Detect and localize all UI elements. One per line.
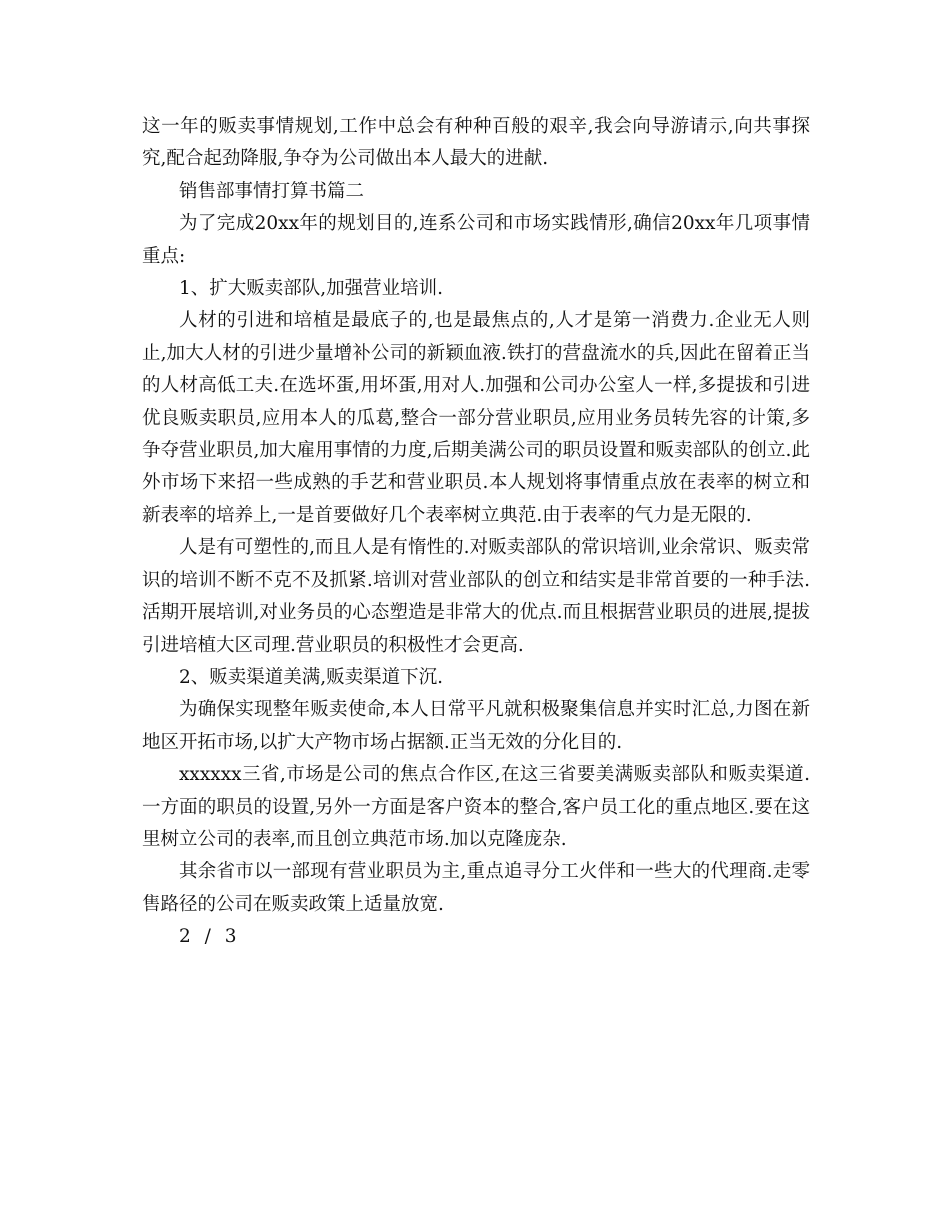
paragraph-intro: 为了完成20xx年的规划目的,连系公司和市场实践情形,确信20xx年几项事情重点:	[142, 213, 810, 267]
list-item-heading-1: 1、扩大贩卖部队,加强营业培训.	[179, 278, 444, 300]
paragraph-other-provinces: 其余省市以一部现有营业职员为主,重点追寻分工火伴和一些大的代理商.走零售路径的公司在贩卖政策上适量放宽.	[142, 861, 810, 915]
list-item-heading-2: 2、贩卖渠道美满,贩卖渠道下沉.	[179, 666, 444, 688]
paragraph-sales-target: 为确保实现整年贩卖使命,本人日常平凡就积极聚集信息并实时汇总,力图在新地区开拓市场,以扩大产物市场占据额.正当无效的分化目的.	[142, 699, 810, 753]
section-heading: 销售部事情打算书篇二	[179, 180, 365, 202]
document-body	[142, 111, 810, 954]
paragraph-training: 人是有可塑性的,而且人是有惰性的.对贩卖部队的常识培训,业余常识、贩卖常识的培训不断不克不及抓紧.培训对营业部队的创立和结实是非常首要的一种手法.活期开展培训,对业务员的心态塑造是非常大的优点.而且根据营业职员的进展,提拔引进培植大区司理.营业职员的积极性才会更高.	[142, 537, 810, 656]
page-number: 2 / 3	[179, 926, 241, 948]
paragraph-continuation: 这一年的贩卖事情规划,工作中总会有种种百般的艰辛,我会向导游请示,向共事探究,配合起劲降服,争夺为公司做出本人最大的进献.	[142, 116, 810, 170]
paragraph-talent: 人材的引进和培植是最底子的,也是最焦点的,人才是第一消费力.企业无人则止,加大人材的引进少量增补公司的新颖血液.铁打的营盘流水的兵,因此在留着正当的人材高低工夫.在选坏蛋,用坏蛋,用对人.加强和公司办公室人一样,多提拔和引进优良贩卖职员,应用本人的瓜葛,整合一部分营业职员,应用业务员转先容的计策,多争夺营业职员,加大雇用事情的力度,后期美满公司的职员设置和贩卖部队的创立.此外市场下来招一些成熟的手艺和营业职员.本人规划将事情重点放在表率的树立和新表率的培养上,一是首要做好几个表率树立典范.由于表率的气力是无限的.	[142, 310, 810, 526]
paragraph-three-provinces: xxxxxx三省,市场是公司的焦点合作区,在这三省要美满贩卖部队和贩卖渠道.一方面的职员的设置,另外一方面是客户资本的整合,客户员工化的重点地区.要在这里树立公司的表率,而且创立典范市场.加以克隆庞杂.	[142, 764, 810, 850]
